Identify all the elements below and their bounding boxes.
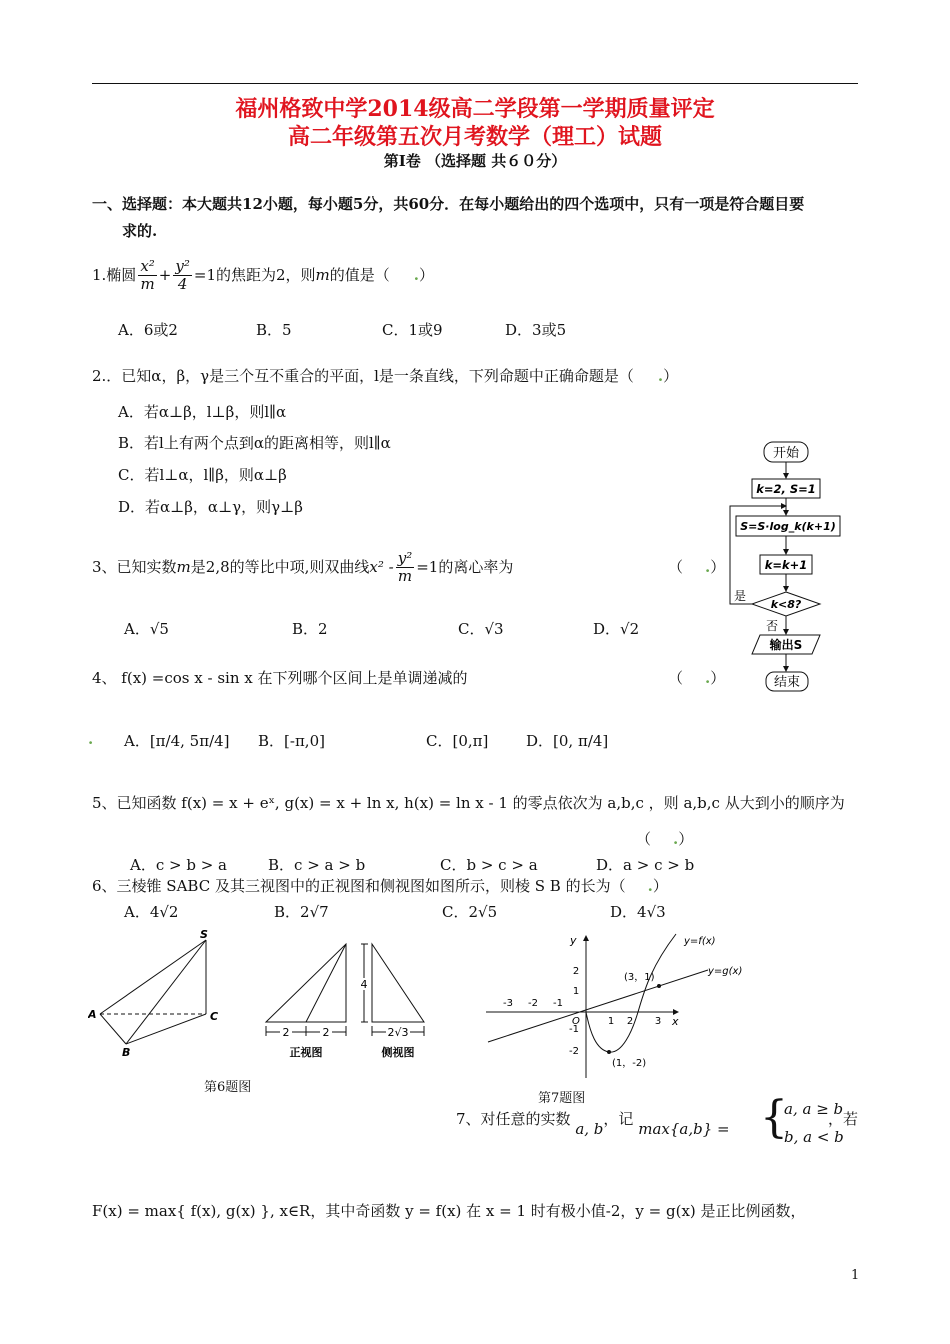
q4-dot-mark: . [88, 730, 94, 748]
q3-option-b: B．2 [292, 620, 328, 638]
q1-fraction-y: $\frac{\text{y²}}{4}$ [175, 257, 190, 294]
fig6-side-label: 侧视图 [381, 1046, 415, 1059]
q1-fraction-x: $\frac{\text{x²}}{m}$ [140, 257, 155, 294]
question-3: 3、已知实数m是2,8的等比中项,则双曲线x² - $\frac{\text{y²}}{m}$ =1的离心率为 [92, 549, 514, 586]
question-5: 5、已知函数 f(x) = x + eˣ, g(x) = x + ln x, h(x) = ln x - 1 的零点依次为 a,b,c ，则 a,b,c 从大到小的顺序为 [92, 794, 845, 812]
flow-output-label: 输出S [769, 638, 803, 652]
fig7-caption: 第7题图 [538, 1091, 586, 1106]
fig7-y-axis-label: y [570, 934, 577, 947]
fig7-ytick-n1: -1 [569, 1024, 579, 1035]
fig6-front-view [262, 940, 352, 1062]
fig6-pyramid [88, 928, 228, 1058]
q1-prefix: 1.椭圆 [92, 265, 137, 284]
question-7-line1: 7、对任意的实数 a, b，记 max{a,b} = [456, 1110, 730, 1138]
fig7-point-3-1 [657, 984, 661, 988]
flow-update-label: S=S·log_k(k+1) [740, 520, 836, 533]
fig7-xtick-n3: -3 [503, 998, 513, 1009]
fig7-xtick-n1: -1 [553, 998, 563, 1009]
fig6-caption: 第6题图 [204, 1080, 252, 1095]
flow-start-label: 开始 [772, 446, 800, 461]
q4-answer-paren: （ .） [668, 669, 726, 687]
q1-option-d: D．3或5 [505, 321, 567, 339]
question-1: 1.椭圆 $\frac{\text{x²}}{m}$ + $\frac{\text{y²}}{4}$ =1的焦距为2，则m的值是（ .） [92, 257, 435, 294]
q3-option-c: C．√3 [458, 620, 504, 638]
fig7-ytick-n2: -2 [569, 1046, 579, 1057]
q1-tail: 的值是（ [329, 265, 390, 284]
q5-option-a: A．c > b > a [130, 856, 227, 874]
q7-case2: b, a < b [784, 1128, 844, 1146]
q2-text: 2.．已知α，β，γ是三个互不重合的平面，l是一条直线，下列命题中正确命题是（ [92, 367, 634, 385]
question-7-line2: F(x) = max{ f(x), g(x) }, x∈R，其中奇函数 y = f(x) 在 x = 1 时有极小值-2，y = g(x) 是正比例函数， [92, 1202, 806, 1220]
fig7-graph [478, 928, 778, 1088]
flow-cond-label: k<8? [770, 598, 802, 611]
q7-case1: a, a ≥ b [784, 1100, 844, 1118]
fig7-g-label: y=g(x) [708, 966, 743, 977]
flow-end-label: 结束 [773, 675, 801, 690]
flow-init-label: k=2, S=1 [756, 482, 816, 496]
instructions-line1: 一、选择题：本大题共12小题，每小题5分，共60分．在每小题给出的四个选项中，只有一项是符合题目要 [92, 195, 805, 213]
fig7-xtick-1: 1 [607, 1016, 615, 1027]
flowchart [722, 438, 852, 698]
section-heading: 第Ⅰ卷 （选择题 共６０分） [383, 152, 567, 170]
q4-option-d: D．[0, π/4] [526, 732, 609, 750]
q7-ruo: ，若 [828, 1110, 859, 1128]
q3-option-d: D．√2 [593, 620, 640, 638]
question-4: 4、 f(x) =cos x - sin x 在下列哪个区间上是单调递减的 [92, 669, 468, 687]
fig7-origin: O [572, 1016, 580, 1027]
q6-option-d: D．4√3 [610, 903, 666, 921]
fig7-ytick-1: 1 [572, 986, 580, 997]
fig6-side-view [358, 940, 438, 1062]
top-rule [92, 83, 858, 84]
q3-answer-paren: （ .） [668, 558, 726, 576]
flow-no-label: 否 [766, 619, 779, 633]
fig6-label-s: S [200, 928, 208, 941]
q1-option-c: C．1或9 [382, 321, 443, 339]
q7-brace: { [760, 1092, 788, 1143]
fig7-curve-f [586, 934, 676, 1052]
q6-option-c: C．2√5 [442, 903, 498, 921]
q5-option-b: B．c > a > b [268, 856, 366, 874]
fig6-dim-2r3: 2√3 [387, 1026, 409, 1039]
exam-title-line1: 福州格致中学2014级高二学段第一学期质量评定 [235, 96, 715, 122]
question-6: 6、三棱锥 SABC 及其三视图中的正视图和侧视图如图所示，则棱 S B 的长为（ .） [92, 877, 668, 895]
fig7-f-label: y=f(x) [684, 936, 716, 947]
q4-option-b: B．[-π,0] [258, 732, 325, 750]
fig7-point2-label: (1，-2) [612, 1058, 647, 1069]
q2-option-a: A．若α⊥β，l⊥β，则l∥α [118, 403, 287, 421]
fig6-label-a: A [88, 1008, 97, 1021]
fig6-dim-4: 4 [360, 978, 368, 991]
fig7-line-g [488, 970, 708, 1042]
q2-option-d: D．若α⊥β，α⊥γ，则γ⊥β [118, 498, 303, 516]
q5-answer-paren: （ .） [636, 830, 694, 848]
q1-post: =1的焦距为2，则 [193, 265, 316, 284]
q1-option-b: B．5 [256, 321, 292, 339]
fig7-x-axis-label: x [672, 1015, 679, 1028]
q1-plus: + [158, 265, 172, 284]
q4-option-a: A．[π/4, 5π/4] [124, 732, 230, 750]
fig7-point-1-n2 [607, 1050, 611, 1054]
fig7-ytick-2: 2 [572, 966, 580, 977]
q1-option-a: A．6或2 [118, 321, 178, 339]
fig6-label-c: C [210, 1010, 219, 1023]
fig7-point1-label: (3，1) [624, 972, 655, 983]
q2-option-b: B．若l上有两个点到α的距离相等，则l∥α [118, 434, 391, 452]
q6-option-b: B．2√7 [274, 903, 329, 921]
fig7-xtick-3: 3 [654, 1016, 662, 1027]
q6-option-a: A．4√2 [124, 903, 179, 921]
q4-option-c: C．[0,π] [426, 732, 489, 750]
q3-option-a: A．√5 [124, 620, 169, 638]
fig6-dim-2b: 2 [322, 1026, 330, 1039]
fig6-dim-2a: 2 [282, 1026, 290, 1039]
page-number: 1 [851, 1268, 860, 1283]
fig6-front-label: 正视图 [289, 1046, 323, 1059]
flow-yes-label: 是 [734, 589, 747, 603]
q5-option-d: D．a > c > b [596, 856, 695, 874]
q2-option-c: C．若l⊥α，l∥β，则α⊥β [118, 466, 287, 484]
q1-var: m [315, 265, 330, 284]
fig6-label-b: B [122, 1046, 131, 1058]
question-2: 2.．已知α，β，γ是三个互不重合的平面，l是一条直线，下列命题中正确命题是（ .） [92, 367, 679, 385]
fig7-xtick-2: 2 [626, 1016, 634, 1027]
flow-incr-label: k=k+1 [764, 558, 808, 572]
q5-option-c: C．b > c > a [440, 856, 538, 874]
instructions-line2: 求的. [122, 222, 158, 240]
exam-title-line2: 高二年级第五次月考数学（理工）试题 [287, 124, 662, 150]
fig7-xtick-n2: -2 [528, 998, 538, 1009]
